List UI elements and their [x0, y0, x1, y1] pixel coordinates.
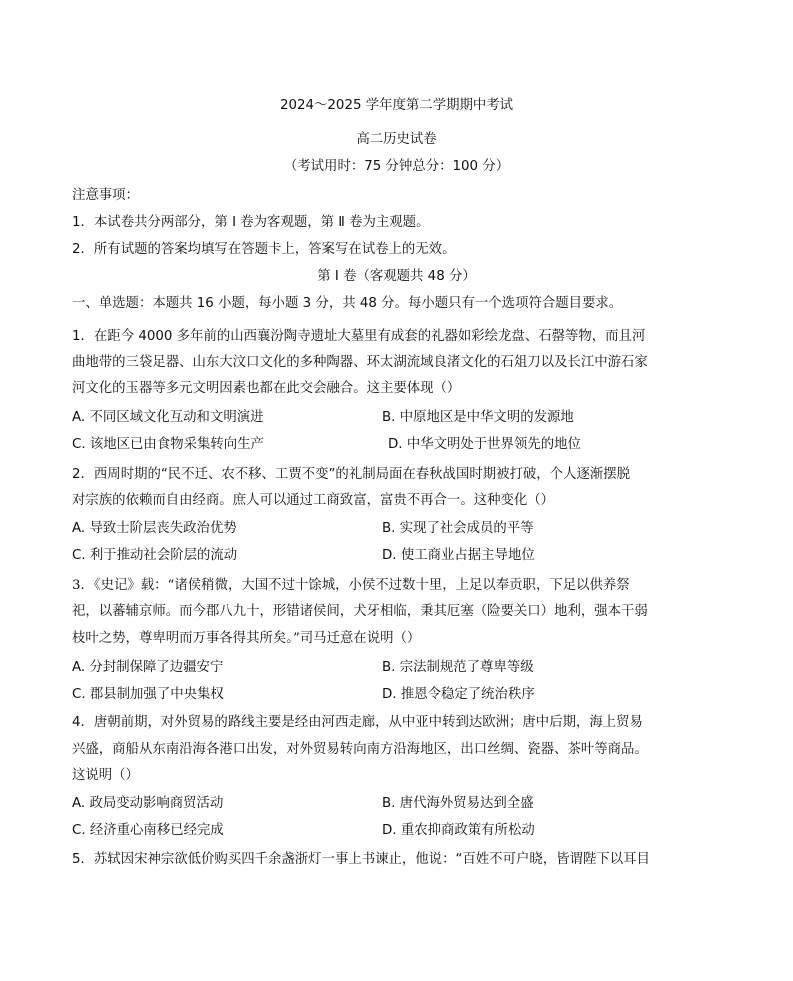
option-b: B. 宗法制规范了尊卑等级	[382, 660, 534, 675]
exam-title: 2024～2025 学年度第二学期期中考试	[279, 98, 514, 113]
option-a: A. 政局变动影响商贸活动	[72, 796, 224, 811]
notes-heading: 注意事项：	[72, 188, 139, 203]
question-text: 河文化的玉器等多元文明因素也都在此交会融合。这主要体现（）	[72, 381, 461, 396]
exam-info: （考试用时：75 分钟总分：100 分）	[283, 159, 510, 174]
note-item: 2．所有试题的答案均填写在答题卡上，答案写在试卷上的无效。	[72, 242, 456, 257]
option-c: C. 郡县制加强了中央集权	[72, 687, 224, 702]
question-text: 4．唐朝前期，对外贸易的路线主要是经由河西走廊，从中亚中转到达欧洲；唐中后期，海上贸易	[72, 715, 643, 730]
question-text: 5．苏轼因宋神宗欲低价购买四千余盏浙灯一事上书谏止，他说：“百姓不可户晓，皆谓陛下以耳目	[72, 852, 650, 867]
section-instructions: 一、单选题：本题共 16 小题，每小题 3 分，共 48 分。每小题只有一个选项符合题目要求。	[72, 296, 623, 311]
option-b: B. 实现了社会成员的平等	[382, 521, 534, 536]
option-d: D. 重农抑商政策有所松动	[382, 823, 535, 838]
option-d: D. 中华文明处于世界领先的地位	[388, 437, 581, 452]
option-d: D. 使工商业占据主导地位	[382, 548, 535, 563]
option-b: B. 中原地区是中华文明的发源地	[382, 410, 574, 425]
question-text: 对宗族的依赖而自由经商。庶人可以通过工商致富，富贵不再合一。这种变化（）	[72, 493, 555, 508]
question-text: 祀，以蕃辅京师。而今郡八九十，形错诸侯间，犬牙相临，秉其厄塞（险要关口）地利，强本干弱	[72, 604, 648, 619]
question-text: 3．《史记》载：“诸侯稍微，大国不过十馀城，小侯不过数十里，上足以奉贡职，下足以供养祭	[72, 578, 630, 593]
option-c: C. 经济重心南移已经完成	[72, 823, 224, 838]
note-item: 1．本试卷共分两部分，第 Ⅰ 卷为客观题，第 Ⅱ 卷为主观题。	[72, 215, 430, 230]
question-text: 2．西周时期的“民不迁、农不移、工贾不变”的礼制局面在春秋战国时期被打破，个人逐渐摆脱	[72, 467, 631, 482]
section-title: 第 Ⅰ 卷（客观题共 48 分）	[317, 269, 476, 284]
question-text: 1．在距今 4000 多年前的山西襄汾陶寺遗址大墓里有成套的礼器如彩绘龙盘、石罄等物，而且河	[72, 329, 646, 344]
option-c: C. 该地区已由食物采集转向生产	[72, 437, 264, 452]
question-text: 枝叶之势，尊卑明而万事各得其所矣。”司马迁意在说明（）	[72, 631, 421, 646]
option-a: A. 分封制保障了边疆安宁	[72, 660, 224, 675]
option-a: A. 导致士阶层丧失政治优势	[72, 521, 237, 536]
question-text: 这说明（）	[72, 768, 139, 783]
option-b: B. 唐代海外贸易达到全盛	[382, 796, 534, 811]
option-c: C. 利于推动社会阶层的流动	[72, 548, 238, 563]
question-text: 兴盛，商船从东南沿海各港口出发，对外贸易转向南方沿海地区，出口丝绸、瓷器、茶叶等商品。	[72, 742, 648, 757]
option-a: A. 不同区域文化互动和文明演进	[72, 410, 264, 425]
question-text: 曲地带的三袋足器、山东大汶口文化的多种陶器、环太湖流域良渚文化的石俎刀以及长江中游石家	[72, 355, 648, 370]
option-d: D. 推恩令稳定了统治秩序	[382, 687, 535, 702]
subject-title: 高二历史试卷	[356, 132, 437, 147]
